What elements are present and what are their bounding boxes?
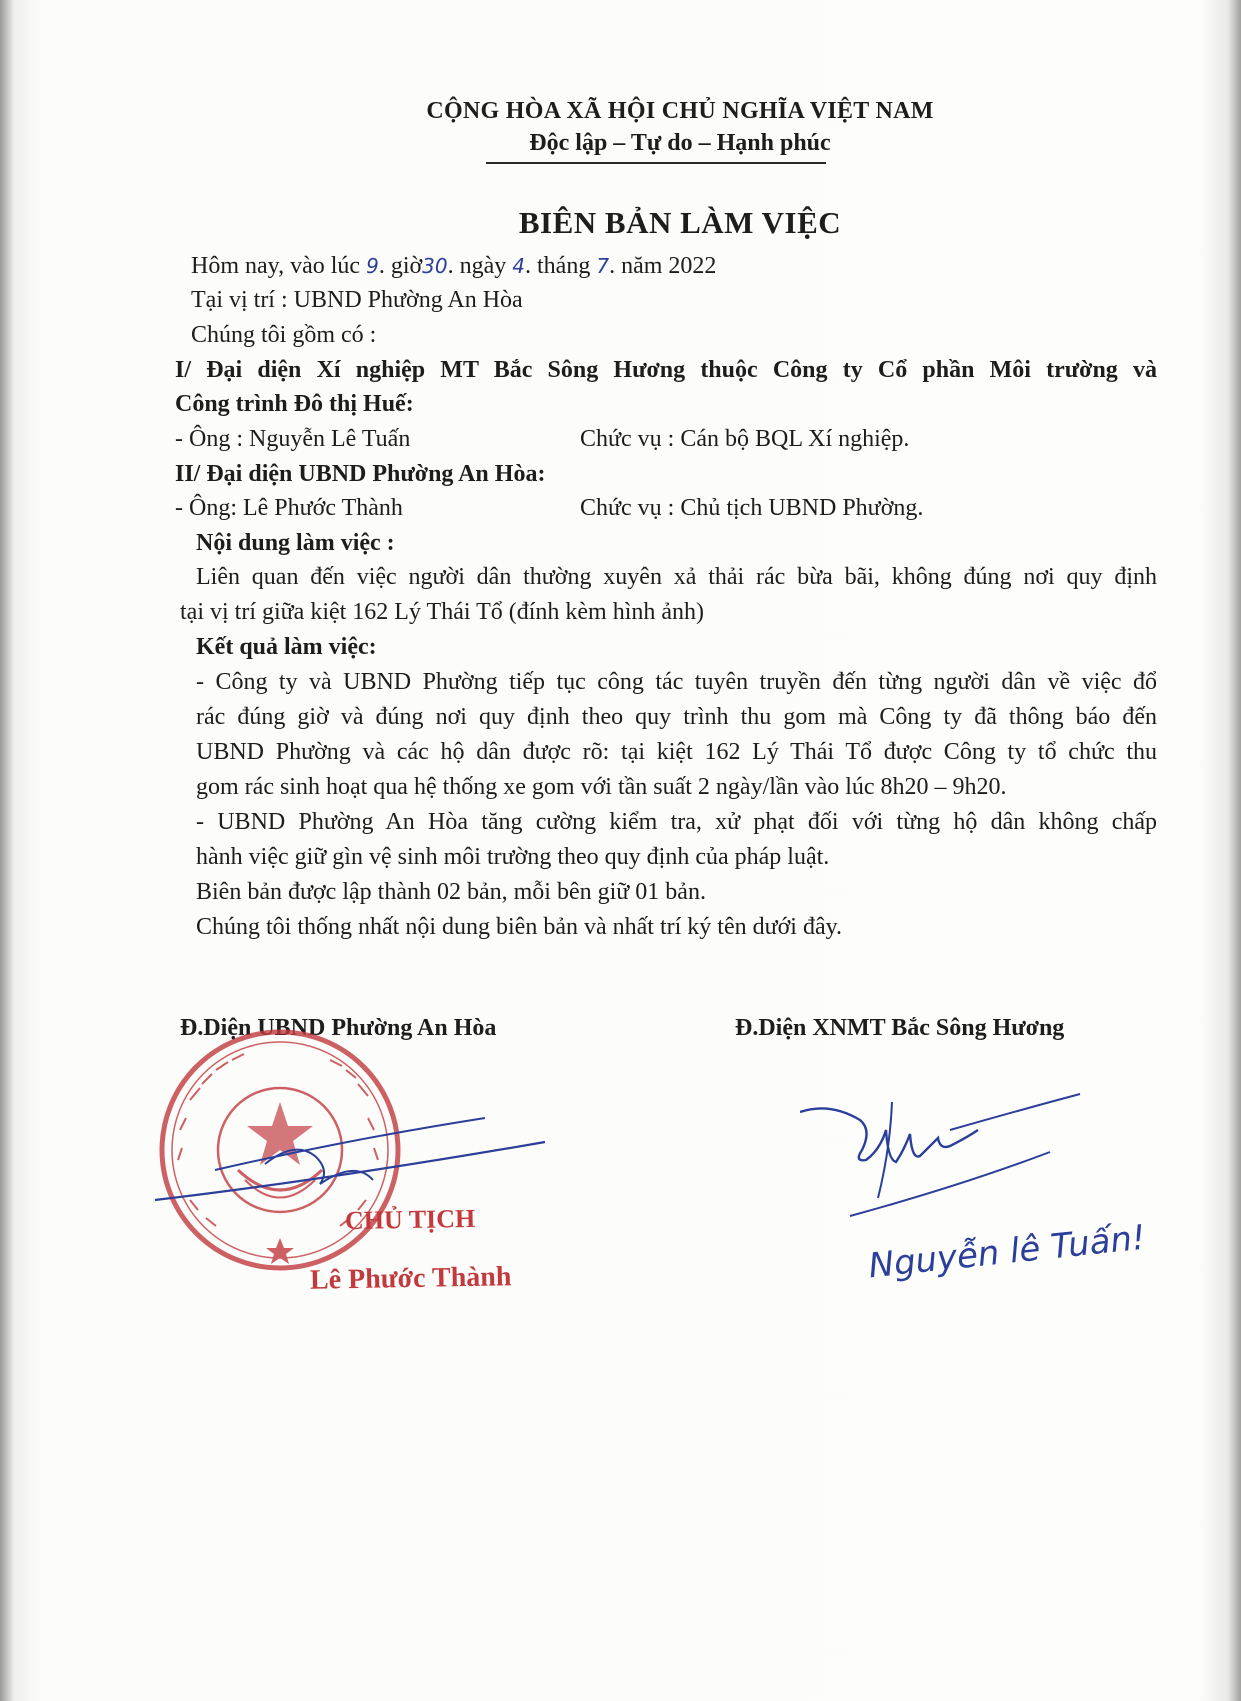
results-line: Biên bản được lập thành 02 bản, mỗi bên giữ 01 bản. <box>196 879 706 905</box>
left-signer-name: Lê Phước Thành <box>309 1261 512 1296</box>
national-motto: Độc lập – Tự do – Hạnh phúc <box>529 130 831 156</box>
handwritten-hour: 9 <box>366 254 379 278</box>
right-signature-strokes <box>800 1090 1100 1220</box>
document-title: BIÊN BẢN LÀM VIỆC <box>518 205 842 240</box>
left-signature-heading: Đ.Diện UBND Phường An Hòa <box>180 1015 497 1041</box>
attendees-line: Chúng tôi gồm có : <box>191 322 377 348</box>
handwritten-month: 7 <box>596 254 610 278</box>
handwritten-minute: 30 <box>422 254 448 278</box>
results-line: UBND Phường và các hộ dân được rõ: tại kiệt 162 Lý Thái Tổ được Công ty tổ chức thu <box>196 739 1157 765</box>
content-heading: Nội dung làm việc : <box>196 530 395 556</box>
motto-underline <box>486 162 826 164</box>
left-signer-role: CHỦ TỊCH <box>344 1203 476 1236</box>
national-header: CỘNG HÒA XÃ HỘI CHỦ NGHĨA VIỆT NAM <box>426 98 934 124</box>
results-line: rác đúng giờ và đúng nơi quy định theo quy trình thu gom mà Công ty đã thông báo đến <box>196 704 1157 730</box>
party1-heading-line2: Công trình Đô thị Huế: <box>175 391 414 417</box>
time-prefix: Hôm nay, vào lúc <box>191 253 367 279</box>
handwritten-day: 4 <box>512 254 526 278</box>
results-line: Chúng tôi thống nhất nội dung biên bản và nhất trí ký tên dưới đây. <box>196 914 843 940</box>
party2-heading: II/ Đại diện UBND Phường An Hòa: <box>175 461 546 487</box>
content-line2: tại vị trí giữa kiệt 162 Lý Thái Tổ (đính kèm hình ảnh) <box>180 599 705 625</box>
party2-position: Chức vụ : Chủ tịch UBND Phường. <box>580 495 924 521</box>
party1-person: - Ông : Nguyễn Lê Tuấn <box>175 426 411 452</box>
party2-person: - Ông: Lê Phước Thành <box>175 495 403 521</box>
day-suffix: . tháng <box>525 253 597 279</box>
results-line: hành việc giữ gìn vệ sinh môi trường theo quy định của pháp luật. <box>196 844 830 870</box>
location-line: Tại vị trí : UBND Phường An Hòa <box>191 287 523 313</box>
right-handwritten-name: Nguyễn lê Tuấn! <box>866 1217 1148 1287</box>
results-line: gom rác sinh hoạt qua hệ thống xe gom với tần suất 2 ngày/lần vào lúc 8h20 – 9h20. <box>196 774 1007 800</box>
results-line: - UBND Phường An Hòa tăng cường kiểm tra, xử phạt đối với từng hộ dân không chấp <box>196 809 1157 835</box>
month-suffix: . năm 2022 <box>609 253 717 279</box>
results-heading: Kết quả làm việc: <box>196 634 377 660</box>
content-line1: Liên quan đến việc người dân thường xuyên xả thải rác bừa bãi, không đúng nơi quy định <box>196 564 1157 590</box>
party1-heading-line1: I/ Đại diện Xí nghiệp MT Bắc Sông Hương thuộc Công ty Cổ phần Môi trường và <box>175 357 1157 383</box>
party1-position: Chức vụ : Cán bộ BQL Xí nghiệp. <box>580 426 910 452</box>
right-signature-heading: Đ.Diện XNMT Bắc Sông Hương <box>735 1015 1065 1041</box>
date-time-line <box>191 253 716 280</box>
minute-suffix: . ngày <box>447 253 513 279</box>
results-line: - Công ty và UBND Phường tiếp tục công tác tuyên truyền đến từng người dân về việc đổ <box>196 669 1157 695</box>
hour-suffix: . giờ <box>378 253 423 279</box>
